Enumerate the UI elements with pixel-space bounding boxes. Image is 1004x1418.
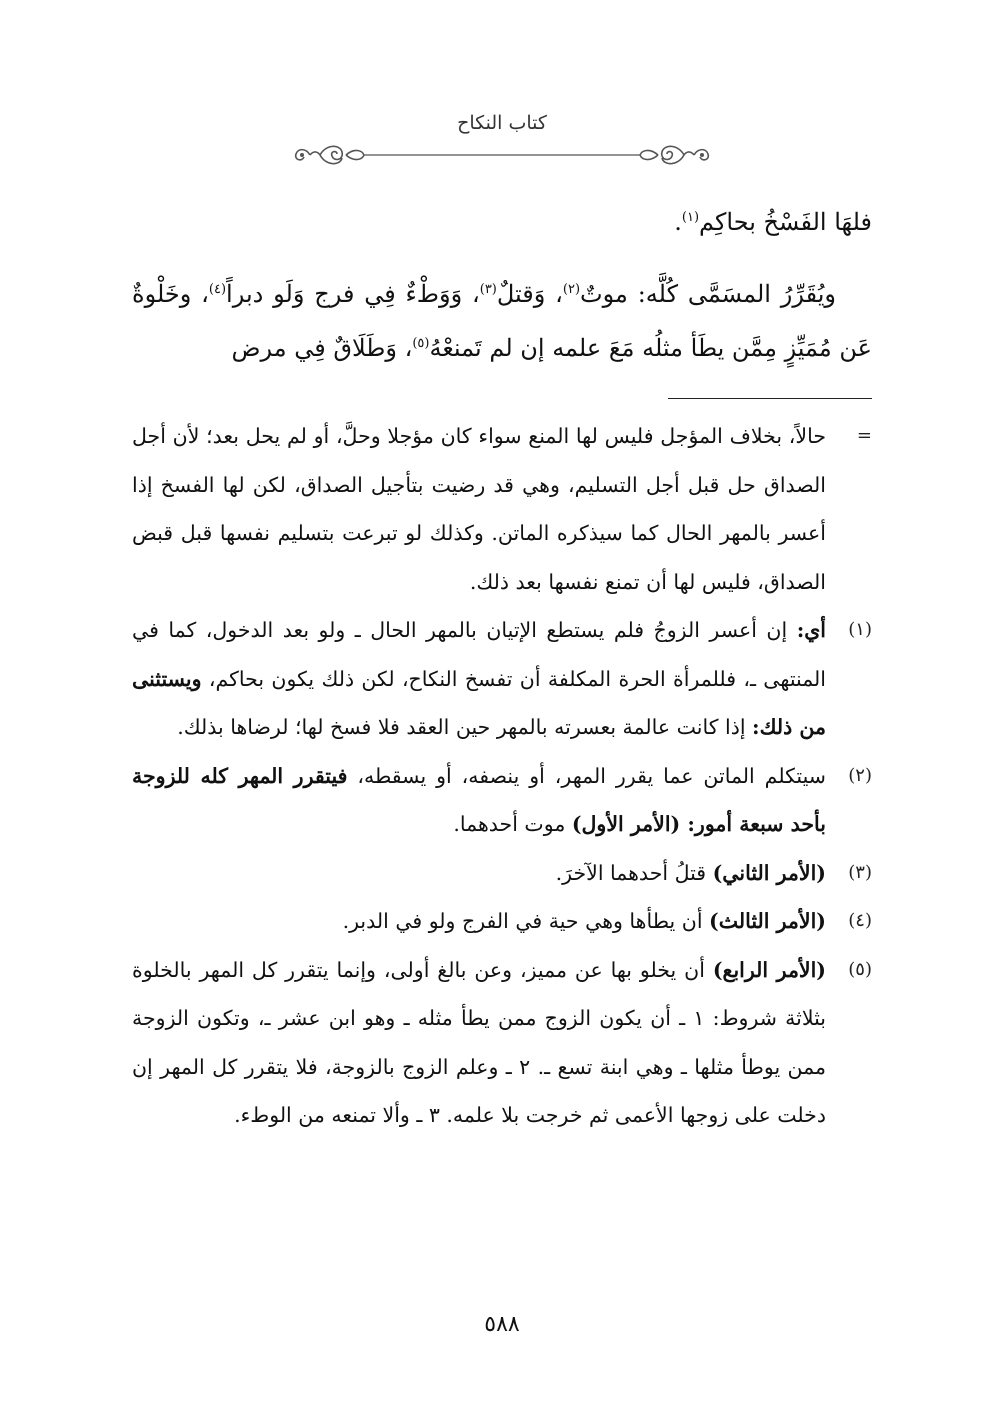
running-header [290,112,714,172]
footnote-number: (٥) [848,958,872,980]
footnote-1: (١) أي: إن أعسر الزوجُ فلم يستطع الإتيان بالمهر الحال ـ ولو بعد الدخول، كما في المنتهى ـ، فللمرأة الحرة المكلفة أن تفسخ النكاح، لكن ذلك يكون بحاكم، ويستثنى من ذلك: إذا كانت عالمة بعسرته بالمهر حين العقد فلا فسخ لها؛ لرضاها بذلك. [132,606,872,752]
footnote-separator [668,398,872,399]
footnote-3: (٣) (الأمر الثاني) قتلُ أحدهما الآخرَ. [132,849,872,898]
footnotes [132,412,872,1140]
footnote-ref-5[interactable]: (٥) [412,336,430,351]
page-number: ٥٨٨ [484,1312,520,1337]
header-title: كتاب النكاح [457,112,547,134]
footnote-number: (١) [848,619,872,640]
main-paragraph-2: ويُقَرِّرُ المسَمَّى كُلَّه: موتٌ$^{(٢)}$، وَقتلٌ$^{(٣)}$، وَوَطْءٌ فِي فرج وَلَو دبراً$^{(٤)}$، وخَلْوةٌ عَن مُمَيِّزٍ مِمَّن يطَأ مثلُه مَعَ علمه إن لم تَمنعْهُ$^{(٥)}$، وَطَلَاقٌ فِي مرض [132,280,872,362]
footnote-number: (٣) [848,861,872,883]
footnote-5: (٥) (الأمر الرابع) أن يخلو بها عن مميز، وعن بالغ أولى، وإنما يتقرر كل المهر بالخلوة بثلاثة شروط: ١ ـ أن يكون الزوج ممن يطأ مثله ـ وهو ابن عشر ـ، وتكون الزوجة ممن يوطأ مثلها ـ وهي ابنة تسع ـ. ٢ ـ وعلم الزوج بالزوجة، فلا يتقرر كل المهر إن دخلت على زوجها الأعمى ثم خرجت بلا علمه. ٣ ـ وألا تمنعه من الوطء. [132,946,872,1140]
footnote-number: (٢) [848,764,872,786]
main-paragraph-1: فلهَا الفَسْخُ بحاكِم$^{(١)}$. [674,208,872,236]
footnote-ref-2[interactable]: (٢) [562,282,581,297]
footnote-ref-4[interactable]: (٤) [208,282,227,297]
header-ornament [290,140,714,170]
footnote-ref-3[interactable]: (٣) [479,282,497,297]
footnote-4: (٤) (الأمر الثالث) أن يطأها وهي حية في الفرج ولو في الدبر. [132,897,872,946]
footnote-2: (٢) سيتكلم الماتن عما يقرر المهر، أو ينصفه، أو يسقطه، فيتقرر المهر كله للزوجة بأحد سبعة أمور: (الأمر الأول) موت أحدهما. [132,752,872,849]
footnote-ref-1[interactable]: (١) [681,210,700,225]
footnote-number: (٤) [848,910,872,931]
footnote-continuation: = حالاً، بخلاف المؤجل فليس لها المنع سواء كان مؤجلا وحلَّ، أو لم يحل بعد؛ لأن أجل الصداق حل قبل أجل التسليم، وهي قد رضيت بتأجيل الصداق، لكن لها الفسخ إذا أعسر بالمهر الحال كما سيذكره الماتن. وكذلك لو تبرعت بتسليم نفسها قبل قبض الصداق، فليس لها أن تمنع نفسها بعد ذلك. [132,424,872,594]
main-text [132,195,872,375]
